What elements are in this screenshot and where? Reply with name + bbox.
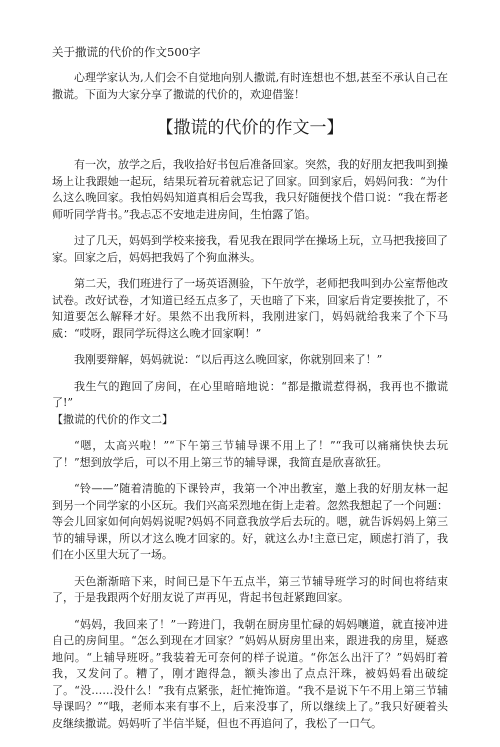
essay-2-heading: 【撒谎的代价的作文二】 [52, 412, 173, 426]
essay-2-paragraph-2: “铃——”随着清脆的下课铃声，我第一个冲出教室，邀上我的好朋友林一起到另一个同学家的小区玩。我们兴高采烈地在街上走着。忽然我想起了一个问题：等会儿回家如何向妈妈说呢?妈妈不同意我放学后去玩的。嗯，就告诉妈妈上第三节的辅导课，所以才这么晚才回家的。好，就这么办!主意已定，顾虑打消了，我们在小区里大玩了一场。 [52, 482, 448, 561]
essay-1-paragraph-5: 我生气的跑回了房间，在心里暗暗地说：“都是撒谎惹得祸，我再也不撒谎了!” [52, 379, 448, 409]
essay-2-paragraph-1: “嗯，太高兴啦！”“下午第三节辅导课不用上了！”“我可以痛痛快快去玩了！”想到放学后，可以不用上第三节的辅导课，我简直是欣喜欲狂。 [52, 439, 448, 469]
essay-2-paragraph-4: “妈妈，我回来了！”一跨进门，我朝在厨房里忙碌的妈妈嚷道，就直接冲进自己的房间里。“怎么到现在才回家？”妈妈从厨房里出来，跟进我的房里，疑惑地问。“上辅导班呀。”我装着无可奈何的样子说道。“你怎么出汗了？”妈妈盯着我，又发问了。糟了，刚才跑得急，额头渗出了点点汗珠，被妈妈看出破绽了。“没……没什么！”我有点紧张，赶忙掩饰道。“我不是说下午不用上第三节辅导课吗？”“哦，老师本来有事不上，后来没事了，所以继续上了。”我只好硬着头皮继续撒谎。妈妈听了半信半疑，但也不再追问了，我松了一口气。 [52, 617, 448, 730]
essay-1-paragraph-2: 过了几天，妈妈到学校来接我，看见我在跟同学在操场上玩，立马把我接回了家。回家之后，妈妈把我妈了个狗血淋头。 [52, 234, 448, 264]
intro-paragraph: 心理学家认为,人们会不自觉地向别人撒谎,有时连想也不想,甚至不承认自己在撒谎。下面为大家分享了撒谎的代价的，欢迎借鉴！ [52, 71, 448, 101]
essay-1-paragraph-4: 我刚要辩解，妈妈就说：“以后再这么晚回家，你就别回来了！” [74, 353, 383, 366]
essay-2-paragraph-3: 天色渐渐暗下来，时间已是下午五点半，第三节辅导班学习的时间也将结束了，于是我跟两个好朋友说了声再见，背起书包赶紧跑回家。 [52, 574, 448, 604]
document-title: 关于撒谎的代价的作文500字 [52, 45, 201, 59]
essay-1-paragraph-3: 第二天，我们班进行了一场英语测验，下午放学，老师把我叫到办公室帮他改试卷。改好试卷，才知道已经五点多了，天也暗了下来，回家后肯定要挨批了，不知道要怎么解释才好。果然不出我所料，我刚进家门，妈妈就给我来了个下马威：“哎呀，跟同学玩得这么晚才回家啊！” [52, 277, 448, 340]
essay-1-heading: 【撒谎的代价的作文一】 [156, 118, 344, 138]
essay-1-paragraph-1: 有一次，放学之后，我收拾好书包后准备回家。突然，我的好朋友把我叫到操场上让我跟她一起玩，结果玩着玩着就忘记了回家。回到家后，妈妈问我：“为什么这么晚回家。我怕妈妈知道真相后会骂我，我只好随便找个借口说：“我在帮老师听同学背书。”我忐忑不安地走进房间，生怕露了馅。 [52, 158, 448, 221]
